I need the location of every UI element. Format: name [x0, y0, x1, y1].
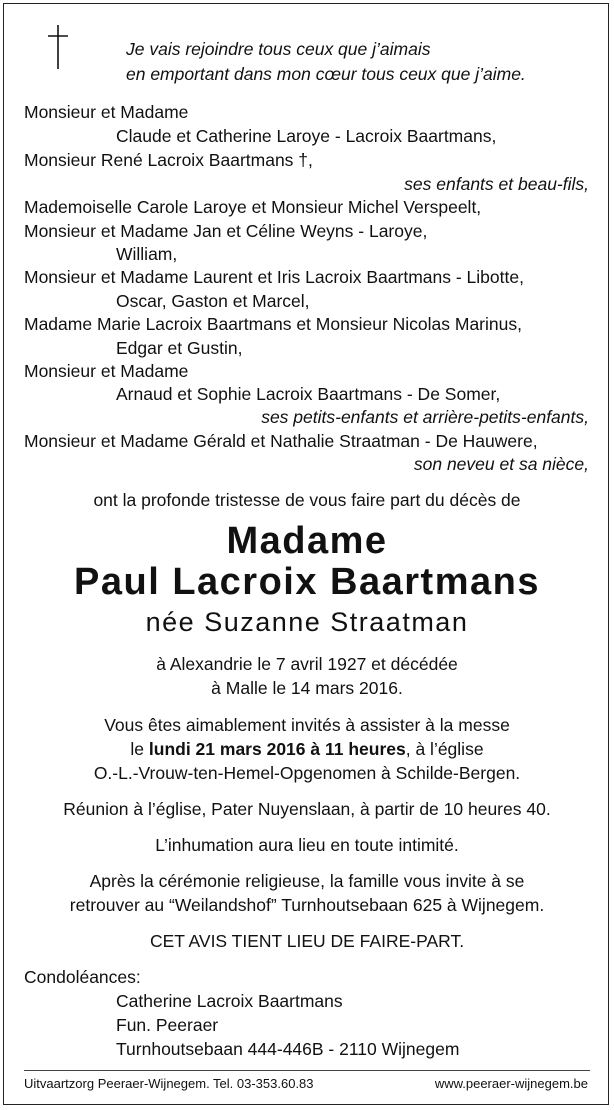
family-line: Claude et Catherine Laroye - Lacroix Baartmans, [116, 126, 497, 146]
quote-line-1: Je vais rejoindre tous ceux que j’aimais [126, 39, 431, 59]
family-line: Mademoiselle Carole Laroye et Monsieur Michel Verspeelt, [24, 197, 482, 217]
family-line: Monsieur et Madame [24, 102, 189, 122]
deceased-title: Madame [226, 520, 388, 562]
condolences-line: Fun. Peeraer [116, 1015, 219, 1035]
family-relation: ses enfants et beau-fils, [404, 174, 589, 194]
mass-date-time: lundi 21 mars 2016 à 11 heures [148, 739, 406, 759]
birth-line: à Alexandrie le 7 avril 1927 et décédée [156, 654, 458, 674]
notice-line: CET AVIS TIENT LIEU DE FAIRE-PART. [149, 931, 465, 951]
mass-line-1: Vous êtes aimablement invités à assister à la messe [104, 715, 510, 735]
mass-line-3: O.-L.-Vrouw-ten-Hemel-Opgenomen à Schilde-Bergen. [93, 763, 521, 783]
announcement: ont la profonde tristesse de vous faire part du décès de [93, 490, 521, 510]
deceased-name: Paul Lacroix Baartmans [74, 561, 540, 603]
family-line: Edgar et Gustin, [116, 338, 243, 358]
family-line: Monsieur et Madame Jan et Céline Weyns - Laroye, [24, 221, 428, 241]
footer-contact: Uitvaartzorg Peeraer-Wijnegem. Tel. 03-353.60.83 [24, 1076, 314, 1091]
inhumation-line: L’inhumation aura lieu en toute intimité. [155, 835, 459, 855]
deceased-born-name: née Suzanne Straatman [145, 607, 469, 637]
reception-line-1: Après la cérémonie religieuse, la famille vous invite à se [89, 871, 525, 891]
mass-line-2 [0, 738, 614, 761]
reception-line-2: retrouver au “Weilandshof” Turnhoutsebaan 625 à Wijnegem. [69, 895, 545, 915]
family-line: Monsieur et Madame Laurent et Iris Lacroix Baartmans - Libotte, [24, 267, 524, 287]
reunion-line: Réunion à l’église, Pater Nuyenslaan, à partir de 10 heures 40. [63, 799, 551, 819]
condolences-line: Turnhoutsebaan 444-446B - 2110 Wijnegem [116, 1039, 460, 1059]
cross-icon [46, 24, 70, 70]
death-line: à Malle le 14 mars 2016. [211, 678, 403, 698]
condolences-label: Condoléances: [24, 967, 141, 987]
family-line: Oscar, Gaston et Marcel, [116, 291, 310, 311]
footer-divider [24, 1070, 590, 1071]
condolences-line: Catherine Lacroix Baartmans [116, 991, 343, 1011]
family-relation: ses petits-enfants et arrière-petits-enfants, [261, 407, 589, 427]
mass-line-2-post: , à l’église [405, 739, 484, 759]
family-line: Monsieur et Madame [24, 361, 189, 381]
family-relation: son neveu et sa nièce, [413, 454, 589, 474]
family-line: Monsieur et Madame Gérald et Nathalie Straatman - De Hauwere, [24, 431, 538, 451]
family-line: William, [116, 244, 178, 264]
family-line: Arnaud et Sophie Lacroix Baartmans - De Somer, [116, 384, 501, 404]
family-line: Monsieur René Lacroix Baartmans †, [24, 150, 313, 170]
quote-line-2: en emportant dans mon cœur tous ceux que j’aime. [126, 64, 526, 84]
footer-website[interactable]: www.peeraer-wijnegem.be [434, 1076, 588, 1091]
mass-line-2-pre: le [130, 739, 149, 759]
family-line: Madame Marie Lacroix Baartmans et Monsieur Nicolas Marinus, [24, 314, 522, 334]
